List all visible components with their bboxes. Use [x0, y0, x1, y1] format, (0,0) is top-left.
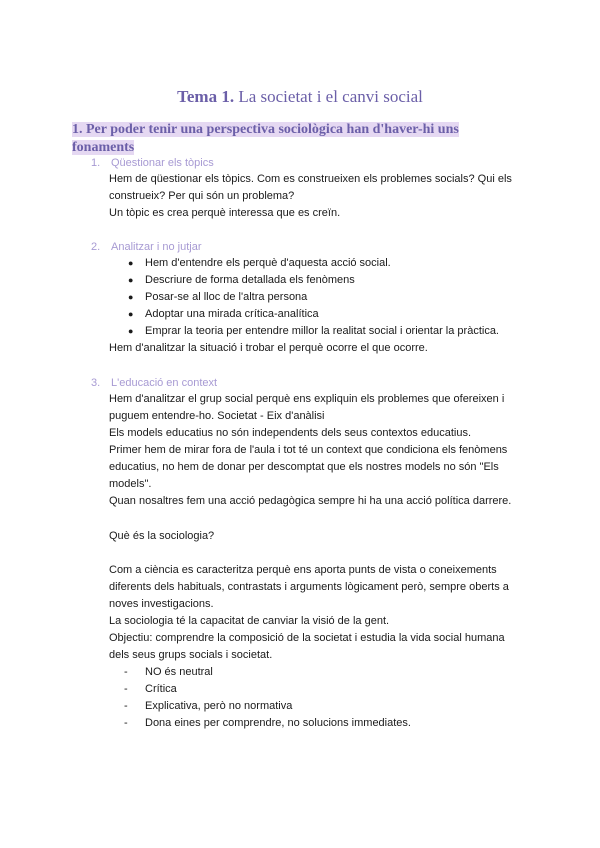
list-item: ● Posar-se al lloc de l'altra persona — [145, 289, 307, 306]
paragraph-line: dels seus grups socials i societat. — [109, 649, 273, 661]
section-1-line: Hem de qüestionar els tòpics. Com es construeixen els problemes socials? Qui els — [109, 173, 512, 185]
section-1-line: Un tòpic es crea perquè interessa que es creïn. — [109, 207, 341, 219]
heading-1-line-2: fonaments — [72, 140, 135, 155]
title-number: Tema 1. — [177, 87, 235, 106]
section-2-heading: 2. Analitzar i no jutjar — [91, 241, 202, 253]
paragraph-line: noves investigacions. — [109, 598, 214, 610]
bullet-icon: ● — [128, 275, 134, 285]
section-3-line: Primer hem de mirar fora de l'aula i tot té un context que condiciona els fenòmens — [109, 444, 508, 456]
section-3-line: Quan nosaltres fem una acció pedagògica sempre hi ha una acció política darrere. — [109, 495, 512, 507]
question-text: Què és la sociologia? — [109, 530, 215, 542]
section-3-line: models". — [109, 478, 152, 490]
paragraph-line: Com a ciència es caracteritza perquè ens aporta punts de vista o coneixements — [109, 564, 497, 576]
section-1-line: construeix? Per qui són un problema? — [109, 190, 295, 202]
bullet-icon: ● — [128, 258, 134, 268]
dash-item: - Explicativa, però no normativa — [124, 700, 293, 712]
section-3-heading: 3. L'educació en context — [91, 377, 218, 389]
list-item: ● Emprar la teoria per entendre millor la realitat social i orientar la pràctica. — [145, 323, 499, 340]
heading-1-line-1: 1. Per poder tenir una perspectiva sociològica han d'haver-hi uns — [72, 122, 459, 137]
paragraph-line: Objectiu: comprendre la composició de la societat i estudia la vida social humana — [109, 632, 505, 644]
title-text: La societat i el canvi social — [238, 87, 423, 106]
bullet-icon: ● — [128, 292, 134, 302]
list-item: ● Descriure de forma detallada els fenòmens — [145, 272, 355, 289]
dash-item: - Dona eines per comprendre, no solucions immediates. — [124, 717, 411, 729]
bullet-icon: ● — [128, 309, 134, 319]
section-3-line: puguem entendre-ho. Societat - Eix d'anàlisi — [109, 410, 325, 422]
section-3-line: educatius, no hem de donar per descomptat que els nostres models no són "Els — [109, 461, 499, 473]
dash-item: - NO és neutral — [124, 666, 213, 678]
heading-1 — [72, 121, 492, 157]
paragraph-line: La sociologia té la capacitat de canviar la visió de la gent. — [109, 615, 390, 627]
list-item: ● Hem d'entendre els perquè d'aquesta acció social. — [145, 255, 391, 272]
paragraph-line: diferents dels habituals, contrastats i arguments lògicament però, sempre oberts a — [109, 581, 509, 593]
page-title — [0, 87, 600, 107]
dash-item: - Crítica — [124, 683, 177, 695]
section-3-line: Hem d'analitzar el grup social perquè ens expliquin els problemes que ofereixen i — [109, 393, 505, 405]
section-1-heading: 1. Qüestionar els tòpics — [91, 157, 214, 169]
section-3-line: Els models educatius no són independents dels seus contextos educatius. — [109, 427, 472, 439]
section-2-after: Hem d'analitzar la situació i trobar el perquè ocorre el que ocorre. — [109, 342, 428, 354]
list-item: ● Adoptar una mirada crítica-analítica — [145, 306, 319, 323]
bullet-icon: ● — [128, 326, 134, 336]
